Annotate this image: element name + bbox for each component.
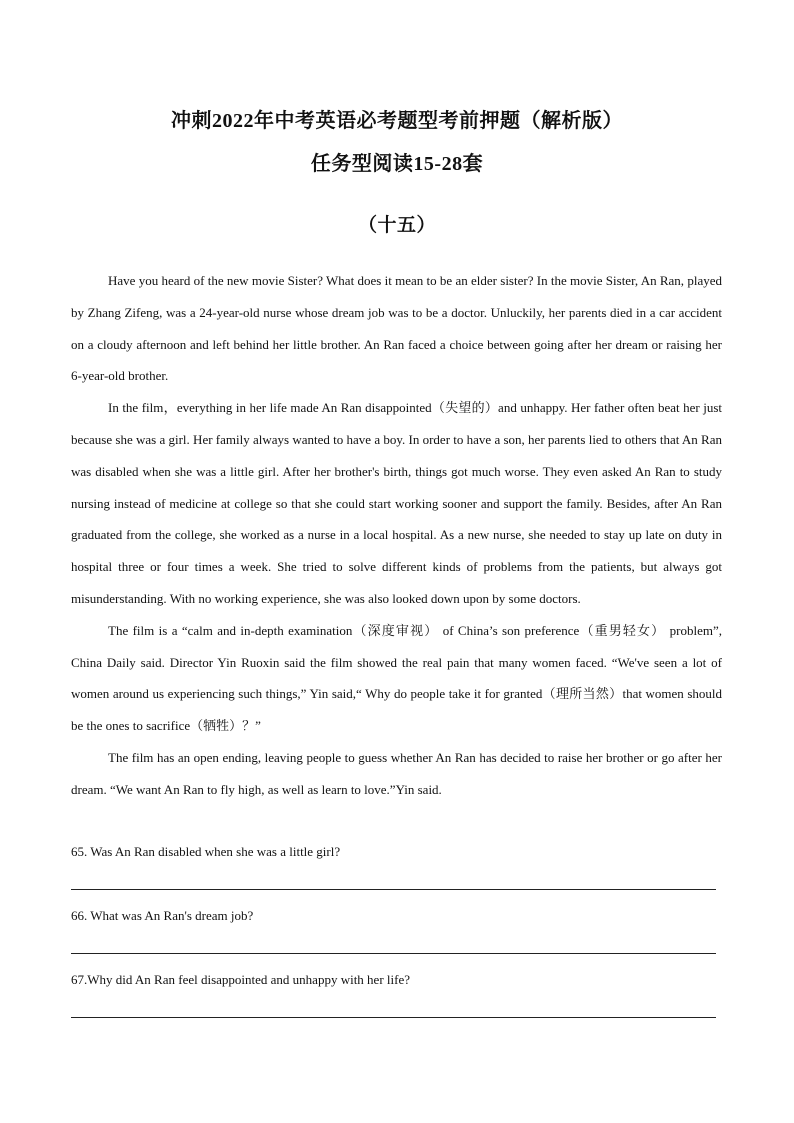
passage-paragraph-2: In the film，everything in her life made An Ran disappointed（失望的）and unhappy. Her father often beat her just because she was a girl. Her family always wanted to have a boy. In order to have a son, her parents lied to others that An Ran was disabled when she was a little girl. After her brother's birth, things got much worse. They even asked An Ran to study nursing instead of medicine at college so that she could start working sooner and support the family. Besides, after An Ran graduated from the college, she worked as a nurse in a local hospital. As a new nurse, she needed to stay up late on duty in hospital three or four times a week. She tried to solve different kinds of problems from the patients, but always got misunderstanding. With no working experience, she was also looked down upon by some doctors. bbox=[71, 400, 722, 606]
question-item bbox=[71, 967, 717, 1031]
question-item bbox=[71, 839, 717, 903]
passage-paragraph-3: The film is a “calm and in-depth examination（深度审视） of China’s son preference（重男轻女） problem”, China Daily said. Director Yin Ruoxin said the film showed the real pain that many women faced. “We've seen a lot of women around us experiencing such things,” Yin said,“ Why do people take it for granted（理所当然）that women should be the ones to sacrifice（牺牲）？” bbox=[71, 622, 722, 734]
question-text: 66. What was An Ran's dream job? bbox=[71, 908, 254, 923]
section-label: （十五） bbox=[357, 215, 436, 236]
document-title: 冲刺2022年中考英语必考题型考前押题（解析版） bbox=[171, 110, 623, 132]
reading-passage bbox=[71, 265, 722, 806]
answer-line[interactable] bbox=[71, 1017, 716, 1018]
question-text: 67.Why did An Ran feel disappointed and unhappy with her life? bbox=[71, 972, 411, 987]
answer-line[interactable] bbox=[71, 889, 716, 890]
document-subtitle: 任务型阅读15-28套 bbox=[310, 153, 484, 175]
passage-paragraph-4: The film has an open ending, leaving people to guess whether An Ran has decided to raise her brother or go after her dream. “We want An Ran to fly high, as well as learn to love.”Yin said. bbox=[71, 749, 722, 797]
question-text: 65. Was An Ran disabled when she was a little girl? bbox=[71, 844, 341, 859]
passage-paragraph-1: Have you heard of the new movie Sister? What does it mean to be an elder sister? In the movie Sister, An Ran, played by Zhang Zifeng, was a 24-year-old nurse whose dream job was to be a doctor. Unluckily, her parents died in a car accident on a cloudy afternoon and left behind her little brother. An Ran faced a choice between going after her dream or raising her 6-year-old brother. bbox=[71, 273, 722, 384]
question-item bbox=[71, 903, 717, 967]
question-list bbox=[71, 839, 717, 1031]
answer-line[interactable] bbox=[71, 953, 716, 954]
